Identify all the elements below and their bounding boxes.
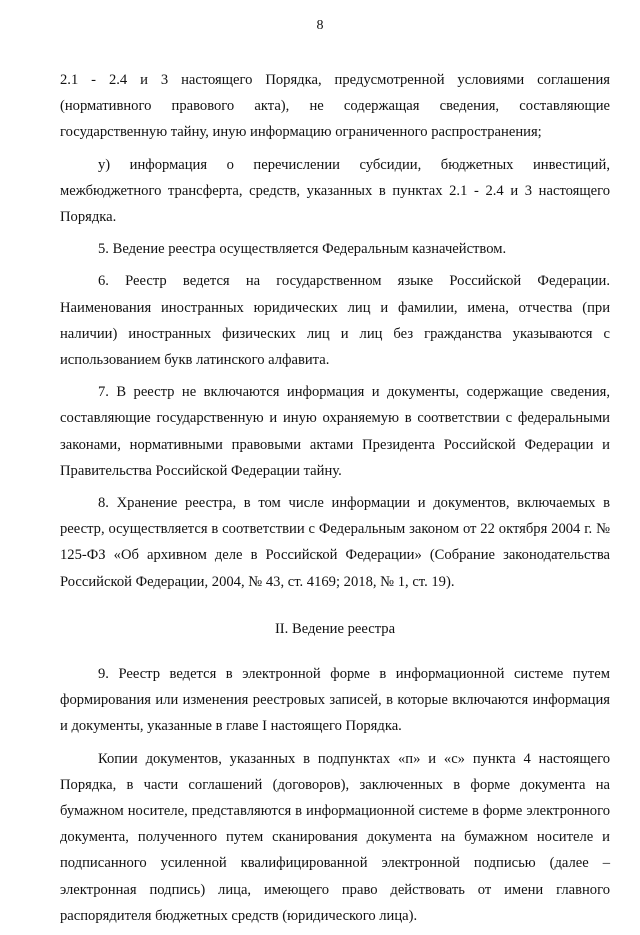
page-number: 8 <box>316 18 324 33</box>
paragraph-8: 8. Хранение реестра, в том числе информации и документов, включаемых в реестр, осуществляется в соответствии с Федеральным законом от 22 октября 2004 г. № 125-ФЗ «Об архивном деле в Российской Федерации» (Собрание законодательства Российской Федерации, 2004, № 43, ст. 4169; 2018, № 1, ст. 19). <box>60 495 610 590</box>
paragraph-continuation: 2.1 - 2.4 и 3 настоящего Порядка, предусмотренной условиями соглашения (нормативного правового акта), не содержащая сведения, составляющие государственную тайну, иную информацию ограниченного распространения; <box>60 72 610 141</box>
section-heading: II. Ведение реестра <box>274 620 396 637</box>
paragraph-copies: Копии документов, указанных в подпунктах «п» и «с» пункта 4 настоящего Порядка, в части соглашений (договоров), заключенных в форме документа на бумажном носителе, представляются в информационной системе в форме электронного документа, полученного путем сканирования документа на бумажном носителе и подписанного усиленной квалифицированной электронной подписью (далее – электронная подпись) лица, имеющего право действовать от имени главного распорядителя бюджетных средств (юридического лица). <box>60 750 610 924</box>
paragraph-5: 5. Ведение реестра осуществляется Федеральным казначейством. <box>98 241 507 258</box>
paragraph-6: 6. Реестр ведется на государственном языке Российской Федерации. Наименования иностранных юридических лиц и фамилии, имена, отчества (при наличии) иностранных физических лиц и лиц без гражданства указываются с использованием букв латинского алфавита. <box>60 273 610 369</box>
paragraph-7: 7. В реестр не включаются информация и документы, содержащие сведения, составляющие государственную и иную охраняемую в соответствии с федеральными законами, нормативными правовыми актами Президента Российской Федерации и Правительства Российской Федерации тайну. <box>60 384 610 479</box>
document-body <box>60 67 610 935</box>
paragraph-9: 9. Реестр ведется в электронной форме в информационной системе путем формирования или изменения реестровых записей, в которые включаются информация и документы, указанные в главе I настоящего Порядка. <box>60 666 610 735</box>
paragraph-item-u: у) информация о перечислении субсидии, бюджетных инвестиций, межбюджетного трансферта, средств, указанных в пунктах 2.1 - 2.4 и 3 настоящего Порядка. <box>60 156 610 226</box>
